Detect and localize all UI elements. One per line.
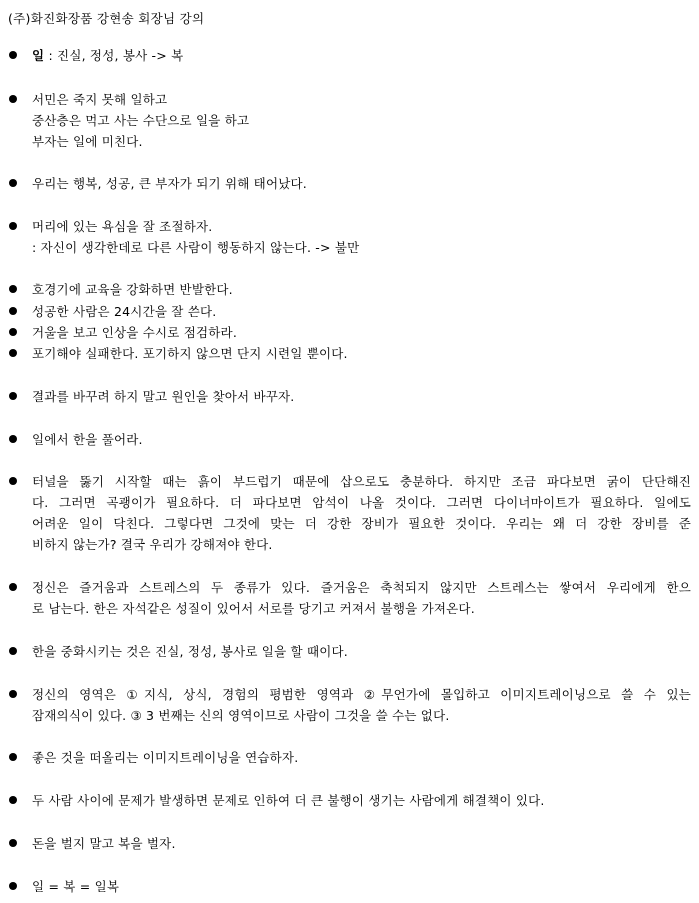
- bullet-icon: [9, 477, 17, 485]
- list-item: [8, 173, 691, 194]
- list-item: [8, 577, 691, 619]
- bullet-icon: [9, 839, 17, 847]
- bullet-icon: [9, 328, 17, 336]
- list-item-keyword: 일: [32, 48, 45, 63]
- list-item: [8, 641, 691, 662]
- list-item-line: 호경기에 교육을 강화하면 반발한다.: [32, 282, 233, 297]
- list-item-line: 서민은 죽지 못해 일하고: [32, 92, 168, 107]
- list-item: [8, 343, 691, 364]
- list-item-line: 정신의 영역은 ①지식, 상식, 경험의 평범한 영역과 ②무언가에 몰입하고 이미지트레이닝으로 쓸 수 있는: [32, 687, 691, 702]
- bullet-icon: [9, 753, 17, 761]
- bullet-icon: [9, 583, 17, 591]
- list-item-line: 중산층은 먹고 사는 수단으로 일을 하고: [32, 113, 250, 128]
- list-item: [8, 684, 691, 726]
- list-item-line: [32, 45, 691, 66]
- bullet-icon: [9, 222, 17, 230]
- bullet-icon: [9, 285, 17, 293]
- list-item-line: 좋은 것을 떠올리는 이미지트레이닝을 연습하자.: [32, 750, 299, 765]
- list-item: [8, 747, 691, 768]
- list-item-line: 터널을 뚫기 시작할 때는 흙이 부드럽기 때문에 삽으로도 충분하다. 하지만 조금 파다보면 굵이 단단해진: [32, 474, 691, 489]
- bullet-icon: [9, 882, 17, 890]
- list-item-line: 다. 그러면 곡괭이가 필요하다. 더 파다보면 암석이 나올 것이다. 그러면 다이너마이트가 필요하다. 일에도: [32, 495, 691, 510]
- bullet-icon: [9, 95, 17, 103]
- bullet-icon: [9, 51, 17, 59]
- list-item-line: 두 사람 사이에 문제가 발생하면 문제로 인하여 더 큰 불행이 생기는 사람에게 해결책이 있다.: [32, 793, 545, 808]
- bullet-icon: [9, 349, 17, 357]
- list-item-line: : 자신이 생각한데로 다른 사람이 행동하지 않는다. -> 불만: [32, 240, 360, 255]
- list-item: [8, 386, 691, 407]
- list-item-line: 결과를 바꾸려 하지 말고 원인을 찾아서 바꾸자.: [32, 389, 295, 404]
- list-item: [8, 322, 691, 343]
- bullet-icon: [9, 690, 17, 698]
- list-item-line: 로 남는다. 한은 자석같은 성질이 있어서 서로를 당기고 커져서 불행을 가져온다.: [32, 601, 475, 616]
- list-item: [8, 833, 691, 854]
- list-item-line: 돈을 벌지 말고 복을 벌자.: [32, 836, 176, 851]
- list-item: [8, 216, 691, 258]
- list-item-line: 정신은 즐거움과 스트레스의 두 종류가 있다. 즐거움은 축척되지 않지만 스트레스는 쌓여서 우리에게 한으: [32, 580, 691, 595]
- bullet-icon: [9, 435, 17, 443]
- list-item-line: 한을 중화시키는 것은 진실, 정성, 봉사로 일을 할 때이다.: [32, 644, 348, 659]
- list-item: [8, 429, 691, 450]
- list-item: [8, 89, 691, 152]
- list-item: [8, 790, 691, 811]
- list-item: [8, 301, 691, 322]
- list-item: [8, 471, 691, 555]
- bullet-icon: [9, 392, 17, 400]
- list-item-line: 일 = 복 = 일복: [32, 879, 120, 894]
- list-item: [8, 45, 691, 66]
- document-title: (주)화진화장품 강현송 회장님 강의: [8, 11, 205, 26]
- list-item: [8, 876, 691, 897]
- list-item-line: 거울을 보고 인상을 수시로 점검하라.: [32, 325, 237, 340]
- list-item-line: 어려운 일이 닥친다. 그렇다면 그것에 맞는 더 강한 장비가 필요한 것이다. 우리는 왜 더 강한 장비를 준: [32, 516, 691, 531]
- list-item: [8, 279, 691, 300]
- list-item-line: 비하지 않는가? 결국 우리가 강해져야 한다.: [32, 537, 273, 552]
- list-item-line: 잠재의식이 있다. ③ 3 번째는 신의 영역이므로 사람이 그것을 쓸 수는 없다.: [32, 708, 450, 723]
- bullet-icon: [9, 647, 17, 655]
- bullet-icon: [9, 307, 17, 315]
- list-item-line: 우리는 행복, 성공, 큰 부자가 되기 위해 태어났다.: [32, 176, 307, 191]
- list-item-line: 부자는 일에 미친다.: [32, 134, 143, 149]
- bullet-icon: [9, 796, 17, 804]
- list-item-line: 머리에 있는 욕심을 잘 조절하자.: [32, 219, 213, 234]
- list-item-line: 성공한 사람은 24시간을 잘 쓴다.: [32, 304, 217, 319]
- list-item-line: 일에서 한을 풀어라.: [32, 432, 143, 447]
- list-item-text: : 진실, 정성, 봉사 -> 복: [44, 48, 184, 63]
- bullet-icon: [9, 179, 17, 187]
- list-item-line: 포기해야 실패한다. 포기하지 않으면 단지 시련일 뿐이다.: [32, 346, 348, 361]
